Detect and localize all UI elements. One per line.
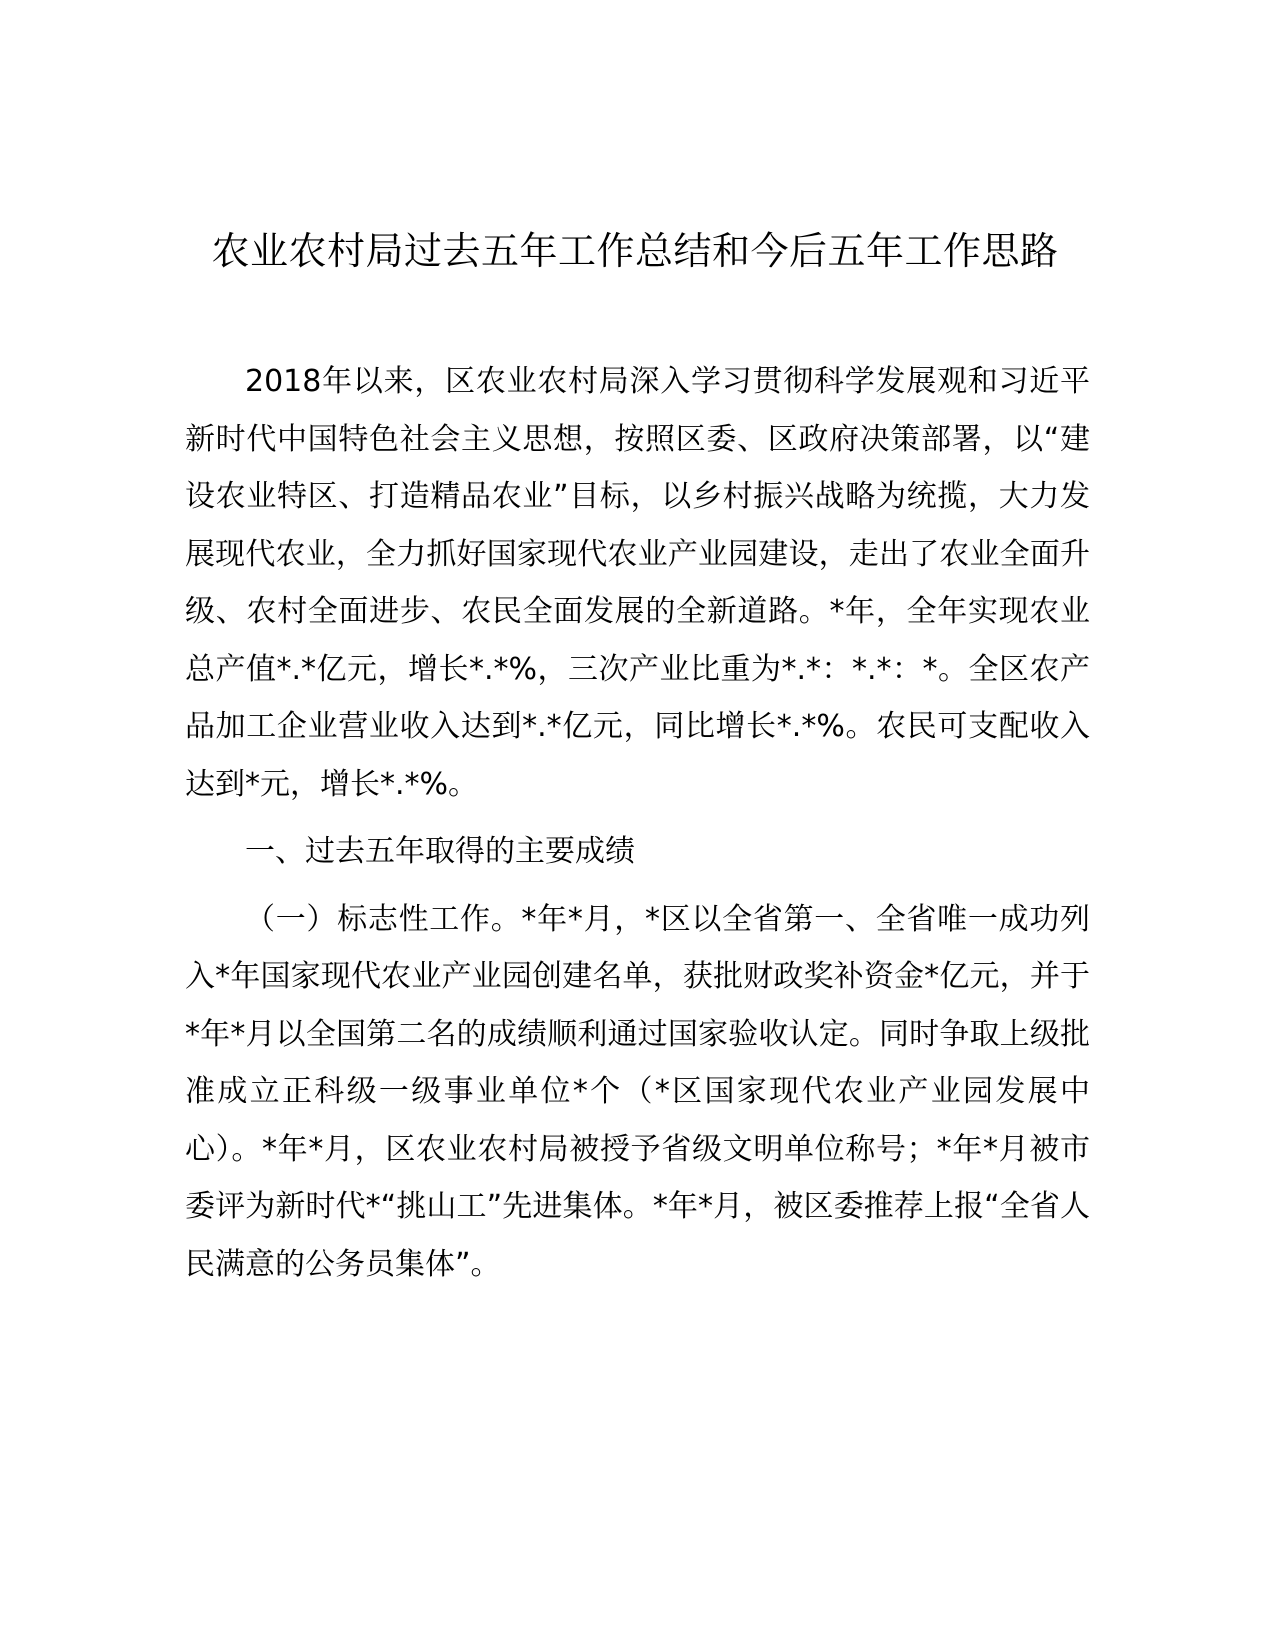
document-body	[185, 353, 1090, 1293]
intro-paragraph: 2018年以来，区农业农村局深入学习贯彻科学发展观和习近平新时代中国特色社会主义思想，按照区委、区政府决策部署，以“建设农业特区、打造精品农业”目标，以乡村振兴战略为统揽，大力发展现代农业，全力抓好国家现代农业产业园建设，走出了农业全面升级、农村全面进步、农民全面发展的全新道路。*年，全年实现农业总产值*.*亿元，增长*.*%，三次产业比重为*.*：*.*：*。全区农产品加工企业营业收入达到*.*亿元，同比增长*.*%。农民可支配收入达到*元，增长*.*%。	[185, 364, 1090, 802]
document-title: 农业农村局过去五年工作总结和今后五年工作思路	[211, 229, 1059, 273]
achievement-paragraph: （一）标志性工作。*年*月，*区以全省第一、全省唯一成功列入*年国家现代农业产业园创建名单，获批财政奖补资金*亿元，并于*年*月以全国第二名的成绩顺利通过国家验收认定。同时争取上级批准成立正科级一级事业单位*个（*区国家现代农业产业园发展中心）。*年*月，区农业农村局被授予省级文明单位称号；*年*月被市委评为新时代*“挑山工”先进集体。*年*月，被区委推荐上报“全省人民满意的公务员集体”。	[185, 901, 1090, 1282]
section-heading: 一、过去五年取得的主要成绩	[245, 834, 635, 869]
